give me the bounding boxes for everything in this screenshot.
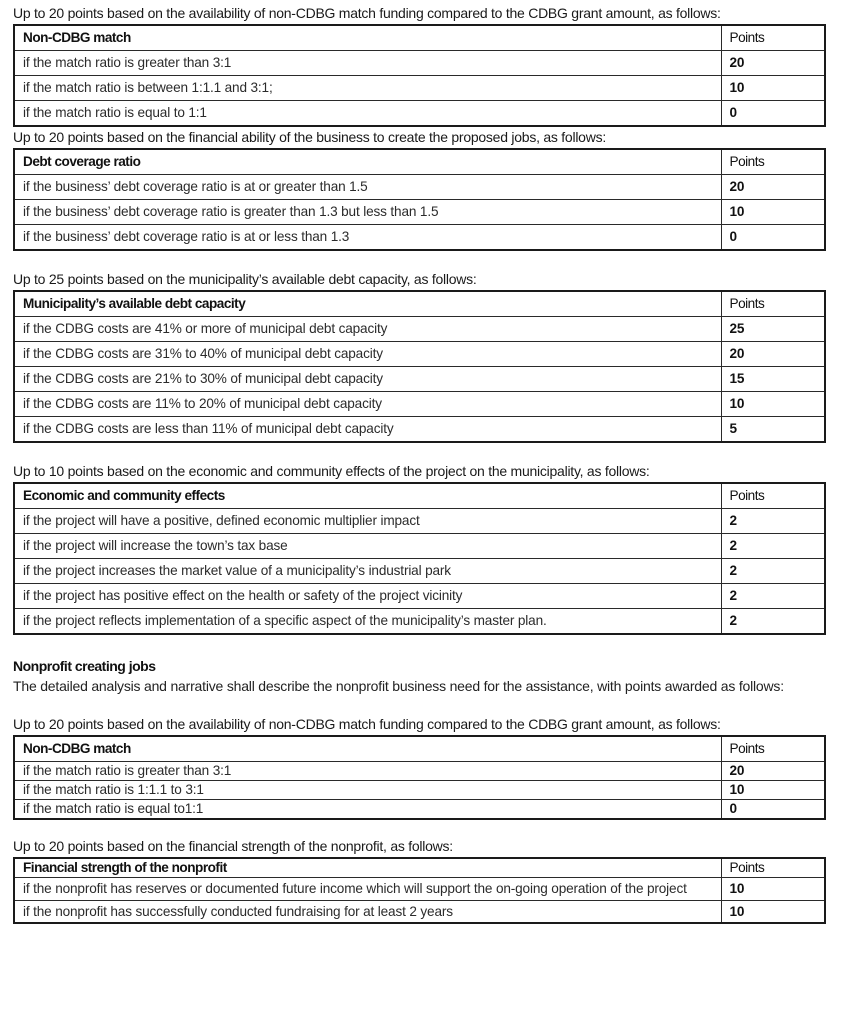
table-row xyxy=(14,317,825,342)
points-cell: 10 xyxy=(721,200,825,225)
criteria-cell: if the nonprofit has reserves or documented future income which will support the on-going operation of the project xyxy=(14,878,721,901)
points-cell: 2 xyxy=(721,509,825,534)
column-header-criteria: Financial strength of the nonprofit xyxy=(14,858,721,878)
points-cell: 10 xyxy=(721,76,825,101)
criteria-cell: if the project will increase the town’s tax base xyxy=(14,534,721,559)
criteria-cell: if the match ratio is 1:1.1 to 3:1 xyxy=(14,781,721,800)
document-page xyxy=(13,0,824,924)
table-municipal-debt-capacity xyxy=(13,290,826,443)
table-header-row xyxy=(14,483,825,509)
nonprofit-intro-financial-strength: Up to 20 points based on the financial strength of the nonprofit, as follows: xyxy=(13,838,453,854)
criteria-cell: if the match ratio is equal to1:1 xyxy=(14,800,721,820)
column-header-criteria: Non-CDBG match xyxy=(14,736,721,762)
spacer xyxy=(13,820,824,836)
table-row xyxy=(14,342,825,367)
column-header-points: Points xyxy=(721,25,825,51)
table-row xyxy=(14,175,825,200)
table-row xyxy=(14,509,825,534)
points-cell: 20 xyxy=(721,175,825,200)
table-header-row xyxy=(14,858,825,878)
column-header-criteria: Debt coverage ratio xyxy=(14,149,721,175)
points-cell: 20 xyxy=(721,762,825,781)
points-cell: 15 xyxy=(721,367,825,392)
points-cell: 10 xyxy=(721,781,825,800)
section-intro-economic-effects: Up to 10 points based on the economic and community effects of the project on the municipality, as follows: xyxy=(13,463,650,479)
spacer xyxy=(13,697,824,714)
column-header-criteria: Non-CDBG match xyxy=(14,25,721,51)
table-header-row xyxy=(14,149,825,175)
points-cell: 0 xyxy=(721,101,825,127)
section-intro-debt-capacity: Up to 25 points based on the municipality’s available debt capacity, as follows: xyxy=(13,271,477,287)
column-header-criteria: Economic and community effects xyxy=(14,483,721,509)
table-row xyxy=(14,609,825,635)
table-economic-community-effects xyxy=(13,482,826,635)
table-row xyxy=(14,901,825,924)
points-cell: 2 xyxy=(721,534,825,559)
criteria-cell: if the project will have a positive, defined economic multiplier impact xyxy=(14,509,721,534)
column-header-points: Points xyxy=(721,483,825,509)
table-row xyxy=(14,762,825,781)
points-cell: 10 xyxy=(721,392,825,417)
criteria-cell: if the match ratio is greater than 3:1 xyxy=(14,51,721,76)
table-row xyxy=(14,559,825,584)
table-row xyxy=(14,101,825,127)
column-header-points: Points xyxy=(721,149,825,175)
table-header-row xyxy=(14,25,825,51)
points-cell: 25 xyxy=(721,317,825,342)
nonprofit-section-title: Nonprofit creating jobs xyxy=(13,658,156,674)
criteria-cell: if the project increases the market value of a municipality’s industrial park xyxy=(14,559,721,584)
spacer xyxy=(13,635,824,657)
points-cell: 0 xyxy=(721,225,825,251)
table-row xyxy=(14,584,825,609)
criteria-cell: if the CDBG costs are 11% to 20% of municipal debt capacity xyxy=(14,392,721,417)
points-cell: 20 xyxy=(721,342,825,367)
table-header-row xyxy=(14,291,825,317)
points-cell: 2 xyxy=(721,609,825,635)
table-non-cdbg-match xyxy=(13,24,826,127)
nonprofit-intro-match: Up to 20 points based on the availability of non-CDBG match funding compared to the CDBG grant amount, as follows: xyxy=(13,716,721,732)
points-cell: 10 xyxy=(721,878,825,901)
spacer xyxy=(13,251,824,269)
points-cell: 2 xyxy=(721,584,825,609)
criteria-cell: if the business’ debt coverage ratio is at or greater than 1.5 xyxy=(14,175,721,200)
table-row xyxy=(14,878,825,901)
table-row xyxy=(14,76,825,101)
points-cell: 10 xyxy=(721,901,825,924)
table-row xyxy=(14,225,825,251)
criteria-cell: if the CDBG costs are 31% to 40% of municipal debt capacity xyxy=(14,342,721,367)
table-row xyxy=(14,51,825,76)
column-header-points: Points xyxy=(721,291,825,317)
table-header-row xyxy=(14,736,825,762)
table-row xyxy=(14,781,825,800)
table-row xyxy=(14,367,825,392)
spacer xyxy=(13,443,824,461)
section-intro-debt-coverage: Up to 20 points based on the financial ability of the business to create the proposed jobs, as follows: xyxy=(13,129,606,145)
column-header-points: Points xyxy=(721,736,825,762)
criteria-cell: if the project has positive effect on the health or safety of the project vicinity xyxy=(14,584,721,609)
table-row xyxy=(14,392,825,417)
criteria-cell: if the CDBG costs are 21% to 30% of municipal debt capacity xyxy=(14,367,721,392)
column-header-criteria: Municipality’s available debt capacity xyxy=(14,291,721,317)
criteria-cell: if the match ratio is between 1:1.1 and 3:1; xyxy=(14,76,721,101)
criteria-cell: if the nonprofit has successfully conducted fundraising for at least 2 years xyxy=(14,901,721,924)
criteria-cell: if the project reflects implementation of a specific aspect of the municipality’s master plan. xyxy=(14,609,721,635)
criteria-cell: if the business’ debt coverage ratio is at or less than 1.3 xyxy=(14,225,721,251)
points-cell: 20 xyxy=(721,51,825,76)
table-row xyxy=(14,534,825,559)
nonprofit-description: The detailed analysis and narrative shall describe the nonprofit business need for the assistance, with points awarded as follows: xyxy=(13,678,784,694)
points-cell: 2 xyxy=(721,559,825,584)
table-nonprofit-non-cdbg-match xyxy=(13,735,826,820)
criteria-cell: if the match ratio is equal to 1:1 xyxy=(14,101,721,127)
points-cell: 0 xyxy=(721,800,825,820)
table-row xyxy=(14,200,825,225)
criteria-cell: if the CDBG costs are less than 11% of municipal debt capacity xyxy=(14,417,721,443)
table-row xyxy=(14,417,825,443)
table-nonprofit-financial-strength xyxy=(13,857,826,924)
criteria-cell: if the CDBG costs are 41% or more of municipal debt capacity xyxy=(14,317,721,342)
table-row xyxy=(14,800,825,820)
points-cell: 5 xyxy=(721,417,825,443)
table-debt-coverage-ratio xyxy=(13,148,826,251)
column-header-points: Points xyxy=(721,858,825,878)
criteria-cell: if the match ratio is greater than 3:1 xyxy=(14,762,721,781)
section-intro-match: Up to 20 points based on the availability of non-CDBG match funding compared to the CDBG grant amount, as follows: xyxy=(13,5,721,21)
criteria-cell: if the business’ debt coverage ratio is greater than 1.3 but less than 1.5 xyxy=(14,200,721,225)
